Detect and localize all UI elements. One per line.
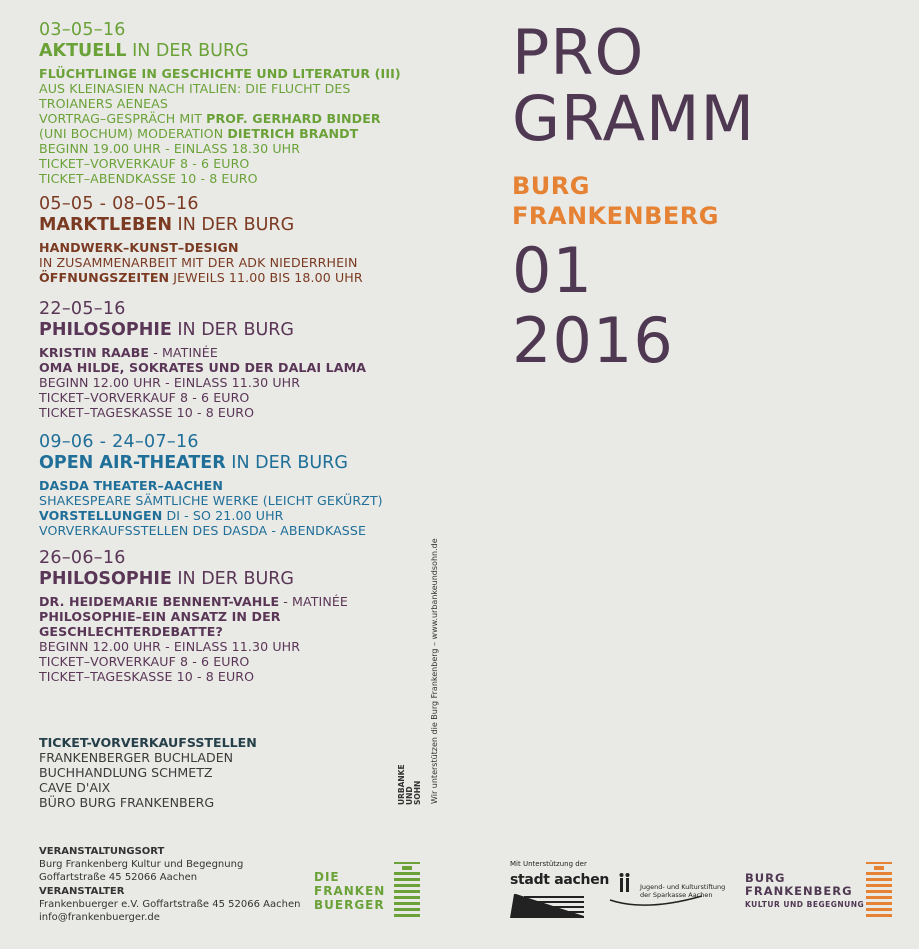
event-line: ÖFFNUNGSZEITEN JEWEILS 11.00 BIS 18.00 UHR	[39, 270, 363, 285]
urbanke-logo-vertical	[398, 764, 422, 805]
frankenbuerger-stripes-icon	[394, 862, 420, 918]
event-block-5	[39, 548, 419, 684]
event-line: VORSTELLUNGEN DI - SO 21.00 UHR	[39, 508, 284, 523]
ticket-outlets-title: TICKET-VORVERKAUFSSTELLEN	[39, 735, 257, 750]
venue-title-line1: BURG	[512, 172, 590, 200]
spark-line: der Sparkasse Aachen	[640, 891, 713, 899]
urbanke-text: URBANKE	[397, 764, 406, 805]
support-note: Mit Unterstützung der	[510, 860, 587, 868]
event-line: HANDWERK–KUNST–DESIGN	[39, 240, 239, 255]
venue-label: VERANSTALTUNGSORT	[39, 846, 165, 857]
event-line: AUS KLEINASIEN NACH ITALIEN: DIE FLUCHT DES	[39, 81, 351, 96]
logo-text: BUERGER	[314, 898, 385, 912]
sponsor-credit-vertical: Wir unterstützen die Burg Frankenberg – www.urbankeundsohn.de	[430, 538, 439, 804]
event-heading: MARKTLEBEN IN DER BURG	[39, 215, 295, 235]
logo-line: BURG	[745, 871, 786, 885]
event-heading: OPEN AIR-THEATER IN DER BURG	[39, 453, 348, 473]
event-block-1	[39, 20, 419, 186]
event-line: SHAKESPEARE SÄMTLICHE WERKE (LEICHT GEKÜRZT)	[39, 493, 383, 508]
event-line: BEGINN 12.00 UHR - EINLASS 11.30 UHR	[39, 639, 301, 654]
event-date: 09–06 - 24–07–16	[39, 432, 199, 452]
event-heading: AKTUELL IN DER BURG	[39, 41, 249, 61]
event-line: (UNI BOCHUM) MODERATION DIETRICH BRANDT	[39, 126, 359, 141]
organizer-line: Frankenbuerger e.V. Goffartstraße 45 52066 Aachen	[39, 898, 301, 910]
program-title-line1: PRO	[512, 16, 645, 89]
organizer-label: VERANSTALTER	[39, 885, 125, 897]
event-date: 22–05–16	[39, 299, 126, 319]
event-line: TICKET–VORVERKAUF 8 - 6 EURO	[39, 156, 250, 171]
event-line: TICKET–VORVERKAUF 8 - 6 EURO	[39, 390, 250, 405]
event-line: GESCHLECHTERDEBATTE?	[39, 624, 223, 639]
program-title	[512, 16, 756, 155]
venue-line: Goffartstraße 45 52066 Aachen	[39, 872, 198, 884]
organizer-email[interactable]: info@frankenbuerger.de	[39, 912, 160, 924]
event-line: BEGINN 19.00 UHR - EINLASS 18.30 UHR	[39, 141, 301, 156]
event-heading: PHILOSOPHIE IN DER BURG	[39, 569, 294, 589]
und-text: UND	[405, 786, 414, 805]
logo-line: FRANKENBERG	[745, 884, 853, 898]
event-date: 05–05 - 08–05–16	[39, 194, 199, 214]
stadt-aachen-icon	[510, 890, 584, 918]
event-line: TROIANERS AENEAS	[39, 96, 168, 111]
program-title-line2: GRAMM	[512, 82, 756, 155]
sohn-text: SOHN	[413, 780, 422, 805]
event-date: 03–05–16	[39, 20, 126, 40]
ticket-outlets	[39, 735, 257, 810]
issue-num: 01	[512, 234, 593, 307]
event-line: TICKET–TAGESKASSE 10 - 8 EURO	[39, 669, 255, 684]
event-line: TICKET–VORVERKAUF 8 - 6 EURO	[39, 654, 250, 669]
event-line: VORTRAG–GESPRÄCH MIT PROF. GERHARD BINDER	[39, 111, 381, 126]
ticket-outlet-item: CAVE D'AIX	[39, 780, 111, 795]
ticket-outlet-item: FRANKENBERGER BUCHLADEN	[39, 750, 234, 765]
event-line: PHILOSOPHIE–EIN ANSATZ IN DER	[39, 609, 281, 624]
stadt-aachen-logo: stadt aachen	[510, 872, 610, 888]
burg-frankenberg-logo	[745, 872, 864, 909]
issue-year: 2016	[512, 304, 674, 377]
event-line: TICKET–ABENDKASSE 10 - 8 EURO	[39, 171, 258, 186]
frankenbuerger-logo	[314, 870, 385, 912]
issue-number	[512, 236, 674, 376]
event-block-3	[39, 299, 419, 420]
event-line: TICKET–TAGESKASSE 10 - 8 EURO	[39, 405, 255, 420]
event-date: 26–06–16	[39, 548, 126, 568]
logo-text: FRANKEN	[314, 884, 386, 898]
logo-subline: KULTUR UND BEGEGNUNG	[745, 900, 865, 909]
event-line: FLÜCHTLINGE IN GESCHICHTE UND LITERATUR (III)	[39, 66, 401, 81]
event-line: DR. HEIDEMARIE BENNENT-VAHLE - MATINÉE	[39, 594, 348, 609]
event-line: BEGINN 12.00 UHR - EINLASS 11.30 UHR	[39, 375, 301, 390]
event-heading: PHILOSOPHIE IN DER BURG	[39, 320, 294, 340]
venue-title	[512, 171, 719, 231]
event-line: DASDA THEATER–AACHEN	[39, 478, 223, 493]
event-block-2	[39, 194, 419, 285]
ticket-outlet-item: BÜRO BURG FRANKENBERG	[39, 795, 215, 810]
ticket-outlet-item: BUCHHANDLUNG SCHMETZ	[39, 765, 213, 780]
event-line: KRISTIN RAABE - MATINÉE	[39, 345, 218, 360]
venue-info	[39, 845, 300, 924]
sparkasse-foundation-text	[640, 883, 725, 899]
event-line: IN ZUSAMMENARBEIT MIT DER ADK NIEDERRHEIN	[39, 255, 358, 270]
venue-line: Burg Frankenberg Kultur und Begegnung	[39, 859, 244, 871]
event-line: OMA HILDE, SOKRATES UND DER DALAI LAMA	[39, 360, 367, 375]
event-block-4	[39, 432, 419, 538]
burg-frankenberg-stripes-icon	[866, 862, 892, 918]
logo-text: DIE	[314, 870, 340, 884]
event-line: VORVERKAUFSSTELLEN DES DASDA - ABENDKASSE	[39, 523, 367, 538]
venue-title-line2: FRANKENBERG	[512, 202, 719, 230]
spark-line: Jugend- und Kulturstiftung	[640, 883, 726, 891]
